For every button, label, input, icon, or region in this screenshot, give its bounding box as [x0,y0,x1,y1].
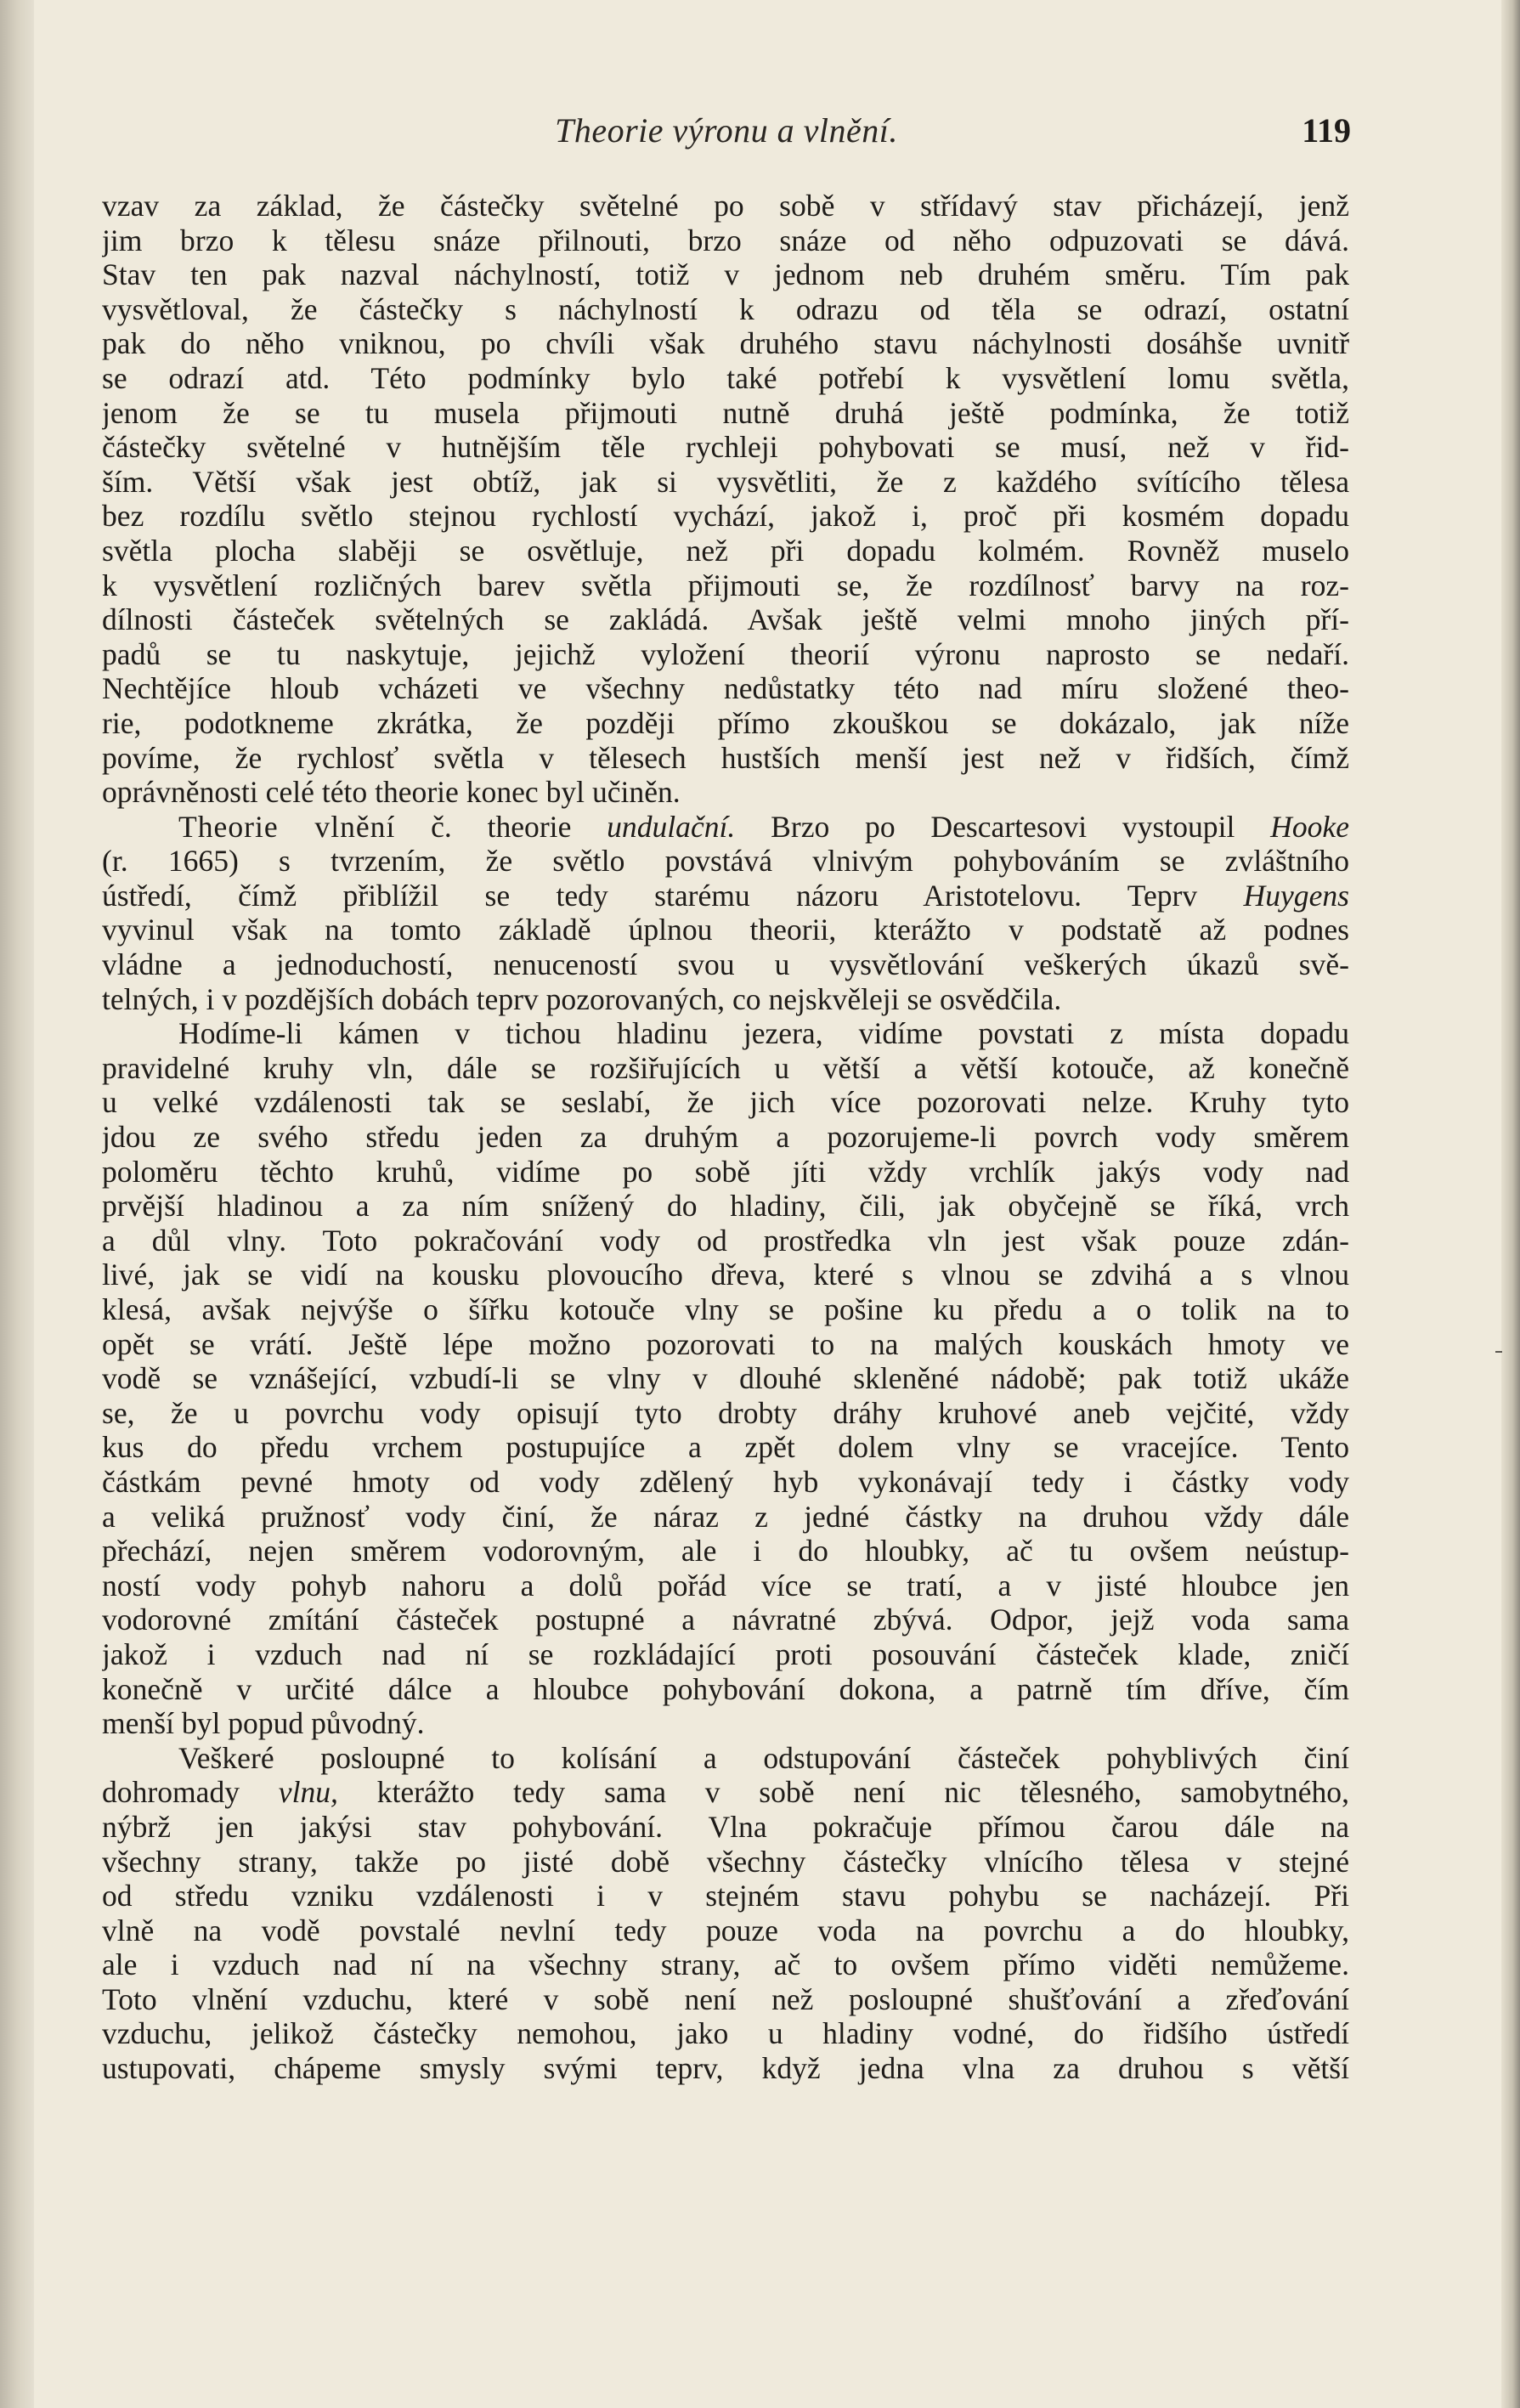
text-line: se odrazí atd. Této podmínky bylo také potřebí k vysvětlení lomu světla, [102,360,1349,395]
text-line: částkám pevné hmoty od vody zdělený hyb vykonávají tedy i částky vody [102,1464,1349,1499]
text-line: vlně na vodě povstalé nevlní tedy pouze voda na povrchu a do hloubky, [102,1913,1349,1947]
text-line: kus do předu vrchem postupujíce a zpět dolem vlny se vracejíce. Tento [102,1430,1349,1465]
text-line: povíme, že rychlosť světla v tělesech hustších menší jest než v řidších, čímž [102,740,1349,775]
text-line: Nechtějíce hloub vcházeti ve všechny nedůstatky této nad míru složené theo- [102,671,1349,706]
text-line: k vysvětlení rozličných barev světla přijmouti se, že rozdílnosť barvy na roz- [102,568,1349,602]
text-line: vodě se vznášející, vzbudí-li se vlny v dlouhé skleněné nádobě; pak totiž ukáže [102,1361,1349,1396]
text-line: opět se vrátí. Ještě lépe možno pozorovati to na malých kouskách hmoty ve [102,1326,1349,1361]
text-line: (r. 1665) s tvrzením, že světlo povstává vlnivým pohybováním se zvláštního [102,844,1349,879]
text-fragment: č. theorie [395,809,607,844]
text-fragment: dohromady [102,1775,279,1810]
text-line: rie, podotkneme zkrátka, že později přímo zkouškou se dokázalo, jak níže [102,705,1349,740]
running-title: Theorie výronu a vlnění. [555,111,898,150]
italic-name: Hooke [1270,809,1349,844]
text-line: ustupovati, chápeme smysly svými teprv, když jedna vlna za druhou s větší [102,2051,1349,2086]
text-line: Hodíme-li kámen v tichou hladinu jezera, vidíme povstati z místa dopadu [178,1016,1349,1051]
text-line: pravidelné kruhy vln, dále se rozšiřujících u větší a větší kotouče, až konečně [102,1050,1349,1085]
text-line: vysvětloval, že částečky s náchylností k odrazu od těla se odrazí, ostatní [102,291,1349,326]
section-heading: Theorie vlnění [178,809,396,844]
paragraph-1 [102,189,1349,810]
text-fragment: ústředí, čímž přiblížil se tedy starému názoru Aristotelovu. Teprv [102,878,1244,913]
text-line: poloměru těchto kruhů, vidíme po sobě jíti vždy vrchlík jakýs vody nad [102,1154,1349,1189]
text-line: všechny strany, takže po jisté době všechny částečky vlnícího tělesa v stejné [102,1844,1349,1879]
italic-name: Huygens [1243,878,1349,913]
text-fragment: kterážto tedy sama v sobě není nic tělesného, samobytného, [337,1775,1349,1810]
text-line: u velké vzdálenosti tak se seslabí, že jich více pozorovati nelze. Kruhy tyto [102,1085,1349,1120]
text-line: jakož i vzduch nad ní se rozkládající proti posouvání částeček klade, zničí [102,1636,1349,1671]
text-line: Toto vlnění vzduchu, které v sobě není než posloupné shušťování a zřeďování [102,1981,1349,2016]
body-text [102,189,1349,2086]
text-line: klesá, avšak nejvýše o šířku kotouče vlny se pošine ku předu a o tolik na to [102,1292,1349,1326]
italic-term: vlnu, [278,1775,338,1810]
text-line: konečně v určité dálce a hloubce pohybování dokona, a patrně tím dříve, čím [102,1671,1349,1706]
text-line [102,810,1349,845]
page-edge-shadow [1501,0,1520,2408]
text-line: vládne a jednoduchostí, nenuceností svou u vysvětlování veškerých úkazů svě- [102,947,1349,982]
text-line: padů se tu naskytuje, jejichž vyložení theorií výronu naprosto se nedaří. [102,636,1349,671]
text-line: ším. Větší však jest obtíž, jak si vysvětliti, že z každého svítícího tělesa [102,464,1349,499]
text-line: bez rozdílu světlo stejnou rychlostí vychází, jakož i, proč při kosmém dopadu [102,499,1349,534]
text-line [102,1775,1349,1810]
margin-mark [1495,1351,1502,1353]
text-line: Stav ten pak nazval náchylností, totiž v jednom neb druhém směru. Tím pak [102,257,1349,292]
text-line: prvější hladinou a za ním snížený do hladiny, čili, jak obyčejně se říká, vrch [102,1189,1349,1224]
text-line: přechází, nejen směrem vodorovným, ale i do hloubky, ač tu ovšem neústup- [102,1534,1349,1569]
text-line: a veliká pružnosť vody činí, že náraz z jedné částky na druhou vždy dále [102,1499,1349,1534]
text-line: oprávněnosti celé této theorie konec byl učiněn. [102,775,681,810]
text-line: jenom že se tu musela přijmouti nutně druhá ještě podmínka, že totiž [102,395,1349,430]
paragraph-4 [102,1741,1349,2086]
page-header [102,110,1351,161]
text-line: ale i vzduch nad ní na všechny strany, ač to ovšem přímo viděti nemůžeme. [102,1947,1349,1982]
text-line: a důl vlny. Toto pokračování vody od prostředka vln jest však pouze zdán- [102,1223,1349,1258]
text-line: světla plocha slaběji se osvětluje, než při dopadu kolmém. Rovněž muselo [102,533,1349,568]
text-line: vyvinul však na tomto základě úplnou theorii, kterážto v podstatě až podnes [102,913,1349,947]
book-spine-shadow [0,0,34,2408]
text-line: menší byl popud původný. [102,1706,425,1741]
text-line: dílnosti částeček světelných se zakládá. Avšak ještě velmi mnoho jiných pří- [102,602,1349,637]
text-line [102,879,1349,913]
text-line: vodorovné zmítání částeček postupné a návratné zbývá. Odpor, jejž voda sama [102,1603,1349,1637]
text-line: pak do něho vniknou, po chvíli však druhého stavu náchylnosti dosáhše uvnitř [102,326,1349,361]
text-line: nýbrž jen jakýsi stav pohybování. Vlna pokračuje přímou čarou dále na [102,1809,1349,1844]
text-line: částečky světelné v hutnějším těle rychleji pohybovati se musí, než v řid- [102,430,1349,465]
text-line: livé, jak se vidí na kousku plovoucího dřeva, které s vlnou se zdvihá a s vlnou [102,1258,1349,1292]
paragraph-3 [102,1016,1349,1740]
text-line: telných, i v pozdějších dobách teprv pozorovaných, co nejskvěleji se osvědčila. [102,981,1062,1016]
text-line: od středu vzniku vzdálenosti i v stejném stavu pohybu se nacházejí. Při [102,1879,1349,1913]
text-line: se, že u povrchu vody opisují tyto drobty dráhy kruhové aneb vejčité, vždy [102,1395,1349,1430]
text-line: ností vody pohyb nahoru a dolů pořád více se tratí, a v jisté hloubce jen [102,1568,1349,1603]
text-line: vzduchu, jelikož částečky nemohou, jako u hladiny vodné, do řidšího ústředí [102,2016,1349,2051]
text-line: jdou ze svého středu jeden za druhým a pozorujeme-li povrch vody směrem [102,1120,1349,1155]
text-line: jim brzo k tělesu snáze přilnouti, brzo snáze od něho odpuzovati se dává. [102,223,1349,257]
italic-term: undulační. [607,809,736,844]
text-line: Veškeré posloupné to kolísání a odstupování částeček pohyblivých činí [178,1740,1349,1775]
text-line: vzav za základ, že částečky světelné po sobě v střídavý stav přicházejí, jenž [102,189,1349,223]
text-fragment: Brzo po Descartesovi vystoupil [735,809,1271,844]
page-number: 119 [1302,111,1351,150]
paragraph-2 [102,810,1349,1017]
